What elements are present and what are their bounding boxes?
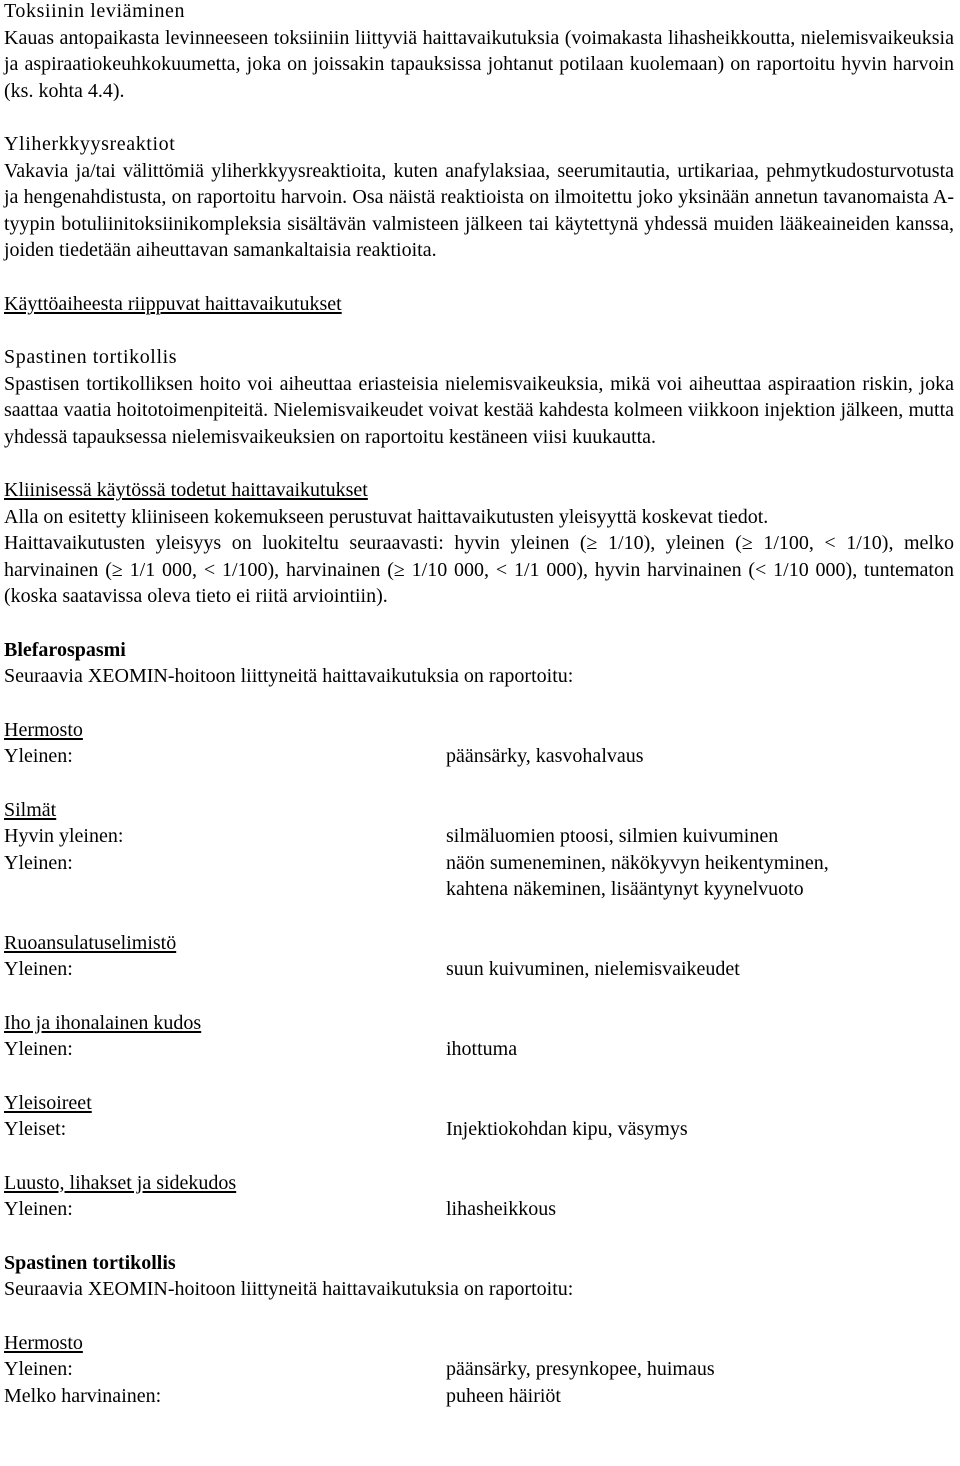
adverse-effects: Injektiokohdan kipu, väsymys [446,1118,688,1140]
adverse-effects: ihottuma [446,1038,518,1060]
group-heading: Iho ja ihonalainen kudos [4,1011,202,1034]
adverse-row [4,956,954,983]
adverse-row [4,1383,954,1410]
group-heading: Hermosto [4,718,83,741]
hypersensitivity-paragraph: Vakavia ja/tai välittömiä yliherkkyysreaktioita, kuten anafylaksiaa, seerumitautia, urtikariaa, pehmytkudosturvotusta ja hengenahdistusta, on raportoitu harvoin. Osa näistä reaktioista on ilmoitettu joko yksinään annetun tavanomaista A-tyypin botuliinitoksiinikompleksia sisältävän valmisteen jälkeen tai käytettynä yhdessä muiden lääkeaineiden kanssa, joiden tiedetään aiheuttavan samankaltaisia reaktioita. [4,159,954,261]
group-heading: Hermosto [4,1331,83,1354]
blepharospasm-group-nervous [4,717,954,770]
blepharospasm-intro: Seuraavia XEOMIN-hoitoon liittyneitä haittavaikutuksia on raportoitu: [4,665,574,687]
adverse-row [4,850,954,877]
blepharospasm-group-eyes [4,797,954,903]
frequency-label [4,876,446,903]
blepharospasm-group-general [4,1090,954,1143]
adverse-effects: päänsärky, presynkopee, huimaus [446,1358,715,1380]
document-page [4,0,954,1409]
hypersensitivity-heading: Yliherkkyysreaktiot [4,133,176,155]
group-heading: Yleisoireet [4,1091,92,1114]
torticollis-group-nervous [4,1330,954,1410]
torticollis-heading: Spastinen tortikollis [4,1251,176,1274]
blepharospasm-group-skin [4,1010,954,1063]
group-heading: Silmät [4,798,57,821]
blepharospasm-group-musculoskeletal [4,1170,954,1223]
frequency-definition: Haittavaikutusten yleisyys on luokiteltu seuraavasti: hyvin yleinen (≥ 1/10), yleinen (≥ 1/100, < 1/10), melko harvinainen (≥ 1/1 000, < 1/100), harvinainen (≥ 1/10 000, < 1/1 000), hyvin harvinainen (< 1/10 000), tuntematon (koska saatavissa oleva tieto ei riitä arviointiin). [4,532,954,607]
torticollis-subheading: Spastinen tortikollis [4,346,178,368]
adverse-effects: lihasheikkous [446,1198,556,1220]
group-heading: Luusto, lihakset ja sidekudos [4,1171,237,1194]
spread-heading: Toksiinin leviäminen [4,0,186,22]
adverse-effects: suun kuivuminen, nielemisvaikeudet [446,958,740,980]
torticollis-intro: Seuraavia XEOMIN-hoitoon liittyneitä haittavaikutuksia on raportoitu: [4,1278,574,1300]
frequency-label: Yleinen: [4,1198,73,1220]
frequency-label: Hyvin yleinen: [4,825,124,847]
clinical-heading: Kliinisessä käytössä todetut haittavaikutukset [4,479,368,501]
adverse-effects: näön sumeneminen, näkökyvyn heikentyminen, [446,851,829,874]
adverse-effects: puheen häiriöt [446,1384,561,1407]
adverse-row [4,1196,954,1223]
torticollis-paragraph: Spastisen tortikolliksen hoito voi aiheuttaa eriasteisia nielemisvaikeuksia, mikä voi aiheuttaa aspiraation riskin, joka saattaa vaatia hoitotoimenpiteitä. Nielemisvaikeudet voivat kestää kahdesta kolmeen viikkoon injektion jälkeen, mutta yhdessä tapauksessa nielemisvaikeuksien on raportoitu kestäneen viisi kuukautta. [4,372,954,448]
adverse-row [4,823,954,850]
adverse-effects: päänsärky, kasvohalvaus [446,745,644,767]
indication-heading: Käyttöaiheesta riippuvat haittavaikutukset [4,292,342,315]
frequency-label: Yleinen: [4,1038,73,1060]
adverse-row [4,1036,954,1063]
adverse-row [4,743,954,770]
frequency-label: Yleinen: [4,958,73,980]
frequency-label: Melko harvinainen: [4,1384,162,1407]
frequency-label: Yleinen: [4,851,73,874]
blepharospasm-heading: Blefarospasmi [4,638,126,661]
adverse-effects: silmäluomien ptoosi, silmien kuivuminen [446,825,779,847]
group-heading: Ruoansulatuselimistö [4,931,177,954]
frequency-label: Yleiset: [4,1118,67,1140]
adverse-row [4,1356,954,1383]
blepharospasm-group-gastro [4,930,954,983]
clinical-intro: Alla on esitetty kliiniseen kokemukseen perustuvat haittavaikutusten yleisyyttä koskevat tiedot. [4,505,769,528]
frequency-label: Yleinen: [4,1358,73,1380]
adverse-row [4,876,954,903]
frequency-label: Yleinen: [4,745,73,767]
spread-paragraph: Kauas antopaikasta levinneeseen toksiiniin liittyviä haittavaikutuksia (voimakasta lihasheikkoutta, nielemisvaikeuksia ja aspiraatiokeuhkokuumetta, joka on joissakin tapauksissa johtanut potilaan kuolemaan) on raportoitu hyvin harvoin (ks. kohta 4.4). [4,26,954,102]
adverse-effects: kahtena näkeminen, lisääntynyt kyynelvuoto [446,878,804,900]
adverse-row [4,1116,954,1143]
